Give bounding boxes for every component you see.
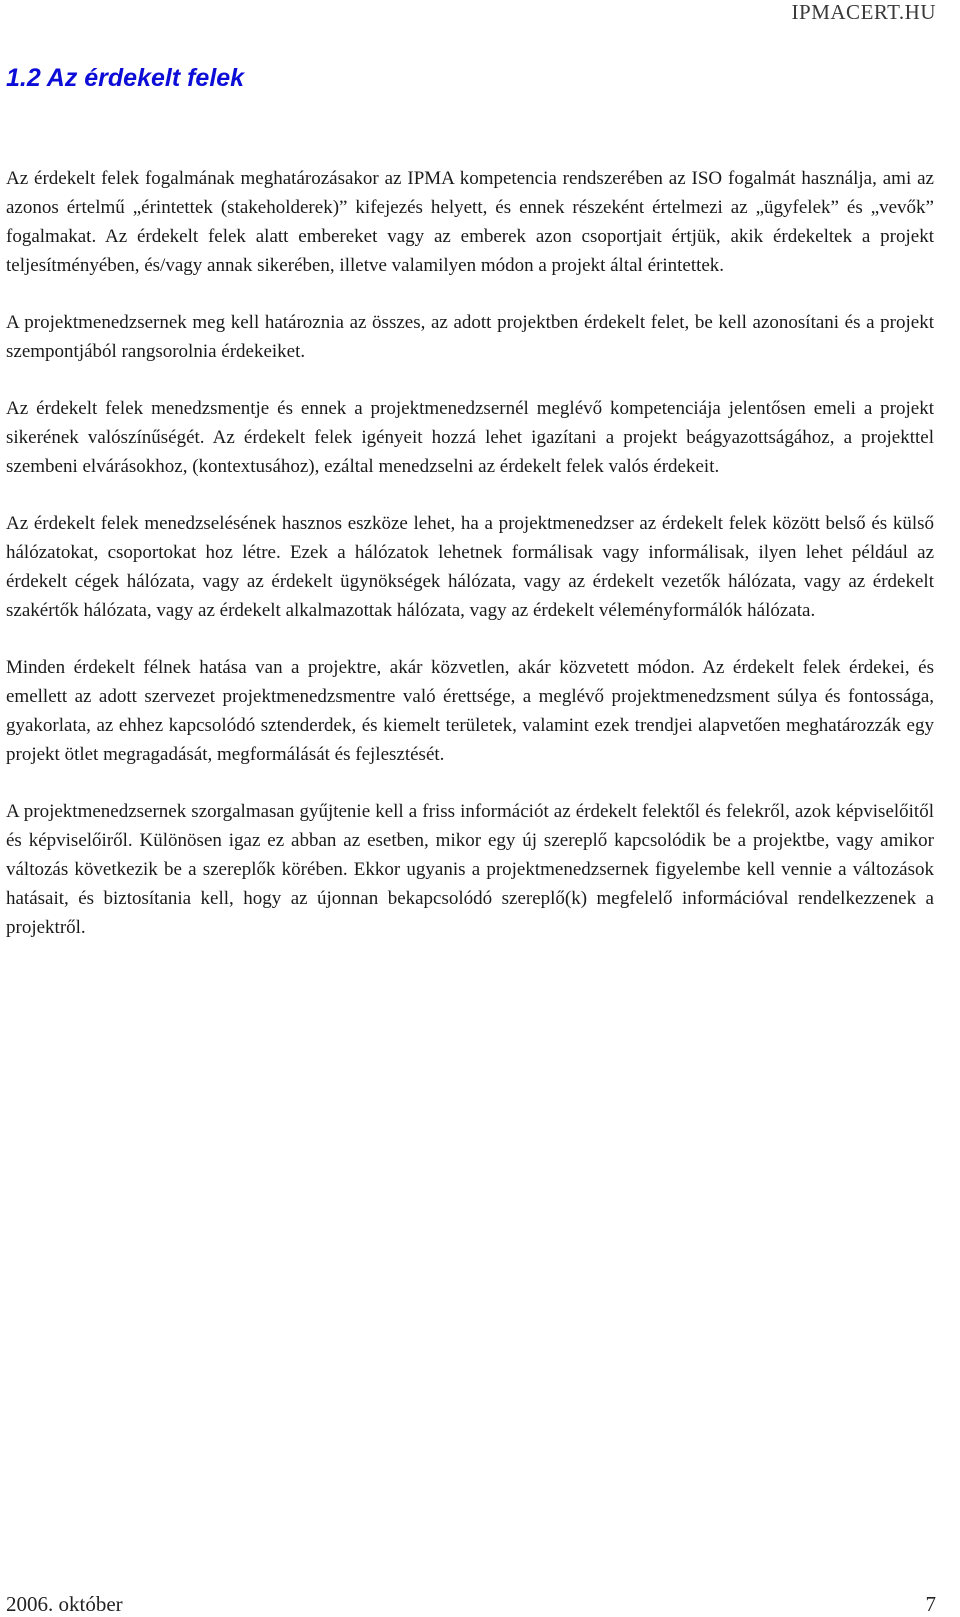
document-body [6, 164, 934, 970]
page-number: 7 [925, 1592, 936, 1616]
footer-date: 2006. október [6, 1592, 123, 1616]
paragraph-1: Az érdekelt felek fogalmának meghatározásakor az IPMA kompetencia rendszerében az ISO fogalmát használja, ami az azonos értelmű „érintettek (stakeholderek)” kifejezés helyett, és ennek részeként értelmezi az „ügyfelek” és „vevők” fogalmakat. Az érdekelt felek alatt embereket vagy az emberek azon csoportjait értjük, akik érdekeltek a projekt teljesítményében, és/vagy annak sikerében, illetve valamilyen módon a projekt által érintettek. [6, 168, 934, 276]
paragraph-3: Az érdekelt felek menedzsmentje és ennek a projektmenedzsernél meglévő kompetenciája jelentősen emeli a projekt sikerének valószínűségét. Az érdekelt felek igényeit hozzá lehet igazítani a projekt beágyazottságához, a projekttel szembeni elvárásokhoz, (kontextusához), ezáltal menedzselni az érdekelt felek valós érdekeit. [6, 398, 934, 477]
section-title: 1.2 Az érdekelt felek [6, 64, 245, 92]
paragraph-4: Az érdekelt felek menedzselésének hasznos eszköze lehet, ha a projektmenedzser az érdekelt felek között belső és külső hálózatokat, csoportokat hoz létre. Ezek a hálózatok lehetnek formálisak vagy informálisak, ilyen lehet például az érdekelt cégek hálózata, vagy az érdekelt ügynökségek hálózata, vagy az érdekelt vezetők hálózata, vagy az érdekelt szakértők hálózata, vagy az érdekelt alkalmazottak hálózata, vagy az érdekelt véleményformálók hálózata. [6, 513, 934, 621]
paragraph-2: A projektmenedzsernek meg kell határoznia az összes, az adott projektben érdekelt felet, be kell azonosítani és a projekt szempontjából rangsorolnia érdekeiket. [6, 312, 934, 362]
paragraph-5: Minden érdekelt félnek hatása van a projektre, akár közvetlen, akár közvetett módon. Az érdekelt felek érdekei, és emellett az adott szervezet projektmenedzsmentre való érettsége, a meglévő projektmenedzsment súlya és fontossága, gyakorlata, az ehhez kapcsolódó sztenderdek, és kiemelt területek, valamint ezek trendjei alapvetően meghatározzák egy projekt ötlet megragadását, megformálását és fejlesztését. [6, 657, 934, 765]
paragraph-6: A projektmenedzsernek szorgalmasan gyűjtenie kell a friss információt az érdekelt felektől és felekről, azok képviselőitől és képviselőiről. Különösen igaz ez abban az esetben, mikor egy új szereplő kapcsolódik be a projektbe, vagy amikor változás következik be a szereplők körében. Ekkor ugyanis a projektmenedzsernek figyelembe kell vennie a változások hatásait, és biztosítania kell, hogy az újonnan bekapcsolódó szereplő(k) megfelelő információval rendelkezzenek a projektről. [6, 801, 934, 938]
site-header: IPMACERT.HU [791, 0, 936, 24]
